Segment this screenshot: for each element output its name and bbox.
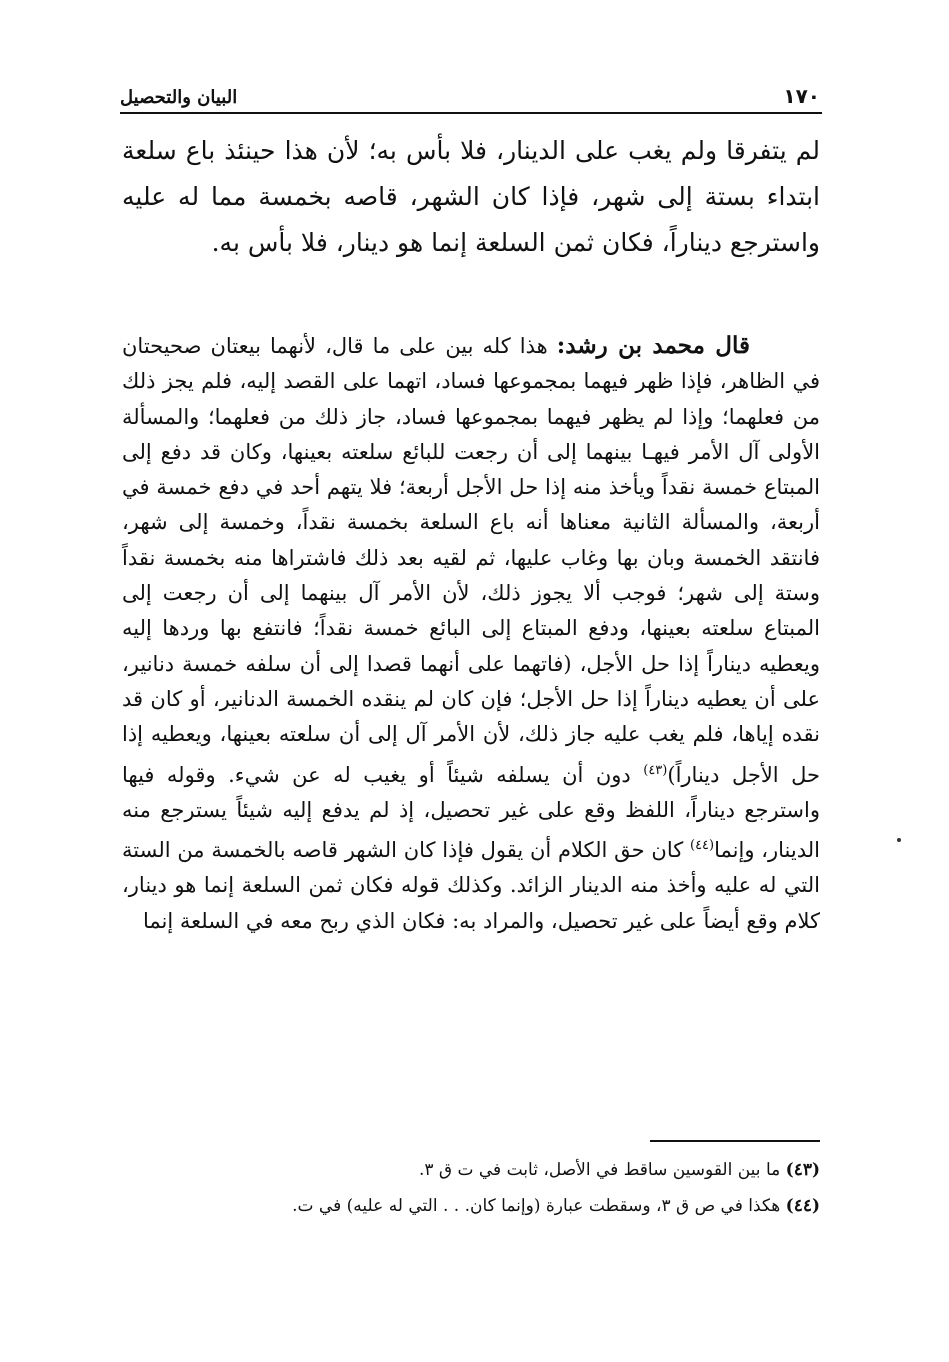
footnote-divider	[650, 1140, 820, 1142]
paragraph-1: لم يتفرقا ولم يغب على الدينار، فلا بأس به؛ لأن هذا حينئذ باع سلعة ابتداء بستة إلى شهر، فإذا كان الشهر، قاصه بخمسة مما له عليه واسترجع ديناراً، فكان ثمن السلعة إنما هو دينار، فلا بأس به.	[122, 136, 820, 257]
stray-mark	[897, 838, 901, 842]
footnote-ref-44: (٤٤)	[689, 838, 715, 854]
paragraph-2-text-b: دون أن يسلفه شيئاً أو يغيب له عن شيء. وقوله فيها واسترجع ديناراً، اللفظ وقع على غير تحصيل، إذ لم يدفع إليه شيئاً يسترجع منه الدينار، وإنما	[122, 762, 820, 863]
speaker-attribution: قال محمد بن رشد:	[556, 332, 750, 359]
footnotes	[150, 1152, 820, 1224]
footnote-text: ما بين القوسين ساقط في الأصل، ثابت في ت ق ٣.	[418, 1160, 781, 1180]
paragraph-2-text-a: هذا كله بين على ما قال، لأنهما بيعتان صحيحتان في الظاهر، فإذا ظهر فيهما بمجموعها فساد، اتهما على القصد إليه، فلم يجز ذلك من فعلهما؛ وإذا لم يظهر فيهما بمجموعها فساد، جاز ذلك من فعلهما؛ والمسألة الأولى آل الأمر فيهـا بينهما إلى أن رجعت للبائع سلعته بعينها، وكان قد دفع إلى المبتاع خمسة نقداً ويأخذ منه إذا حل الأجل أربعة؛ فلا يتهم أحد في دفع خمسة في أربعة، والمسألة الثانية معناها أنه باع السلعة بخمسة نقداً، وخمسة إلى شهر، فانتقد الخمسة وبان بها وغاب عليها، ثم لقيه بعد ذلك فاشتراها منه بخمسة نقداً وستة إلى شهر؛ فوجب ألا يجوز ذلك، لأن الأمر آل بينهما إلى أن رجعت إلى المبتاع سلعته بعينها، ودفع المبتاع إلى البائع خمسة نقداً؛ فانتفع بها وردها إليه ويعطيه ديناراً إذا حل الأجل، (فاتهما على أنهما قصدا إلى أن سلفه خمسة دنانير، على أن يعطيه ديناراً إذا حل الأجل؛ فإن كان لم ينقده الخمسة الدنانير، أو كان قد نقده إياها، فلم يغب عليه جاز ذلك، لأن الأمر آل إلى أن سلعته بعينها، ويعطيه إذا حل الأجل ديناراً)	[122, 334, 820, 787]
page-number: ١٧٠	[783, 84, 820, 108]
paragraph-2	[122, 328, 820, 939]
footnote-number: (٤٣)	[785, 1160, 820, 1180]
book-title: البيان والتحصيل	[120, 87, 238, 108]
footnote-43	[150, 1152, 820, 1188]
footnote-number: (٤٤)	[785, 1196, 820, 1216]
header-divider	[120, 112, 822, 114]
footnote-ref-43: (٤٣)	[643, 762, 668, 778]
footnote-text: هكذا في ص ق ٣، وسقطت عبارة (وإنما كان. . . التي له عليه) في ت.	[292, 1196, 781, 1216]
running-header	[120, 78, 820, 108]
footnote-44	[150, 1188, 820, 1224]
paragraph-2-text-c: كان حق الكلام أن يقول فإذا كان الشهر قاصه بالخمسة من الستة التي له عليه وأخذ منه الدينار الزائد. وكذلك قوله فكان ثمن السلعة إنما هو دينار، كلام وقع أيضاً على غير تحصيل، والمراد به: فكان الذي ربح معه في السلعة إنما	[122, 838, 820, 933]
